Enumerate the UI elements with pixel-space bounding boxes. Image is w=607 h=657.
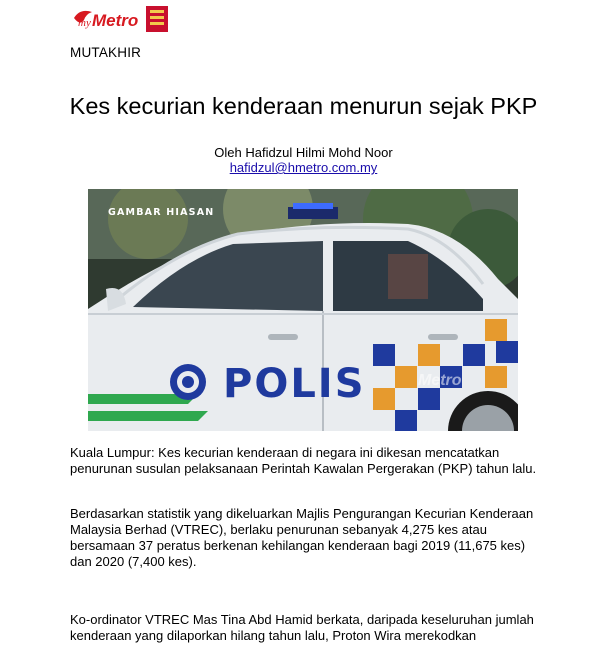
section-label: MUTAKHIR (70, 45, 142, 60)
photo-caption-tag: GAMBAR HIASAN (108, 207, 215, 218)
article-paragraph: Berdasarkan statistik yang dikeluarkan Majlis Pengurangan Kecurian Kenderaan Malaysia Berhad (VTREC), berlaku penurunan sebanyak 4,275 kes atau bersamaan 37 peratus berkenan kehilangan kenderaan bagi 2019 (11,675 kes) dan 2020 (7,400 kes). (70, 506, 534, 569)
article-paragraph: Kuala Lumpur: Kes kecurian kenderaan di negara ini dikesan mencatatkan penurunan susulan pelaksanaan Perintah Kawalan Pergerakan (PKP) tahun lalu. (70, 445, 537, 476)
photo-watermark: Metro (418, 372, 462, 389)
byline-block (0, 145, 607, 175)
metro-logo[interactable] (70, 4, 170, 34)
police-car-illustration (88, 189, 518, 431)
article-paragraph: Ko-ordinator VTREC Mas Tina Abd Hamid berkata, daripada keseluruhan jumlah kenderaan yang dilaporkan hilang tahun lalu, Proton Wira merekodkan (70, 612, 534, 643)
car-polis-text: POLIS (223, 361, 366, 407)
logo-text: Metro (92, 11, 139, 30)
article-headline: Kes kecurian kenderaan menurun sejak PKP (69, 92, 538, 119)
author-name: Oleh Hafidzul Hilmi Mohd Noor (214, 145, 393, 160)
logo-prefix: my (78, 17, 91, 29)
article-photo (88, 189, 518, 431)
author-email-link[interactable]: hafidzul@hmetro.com.my (229, 160, 378, 175)
